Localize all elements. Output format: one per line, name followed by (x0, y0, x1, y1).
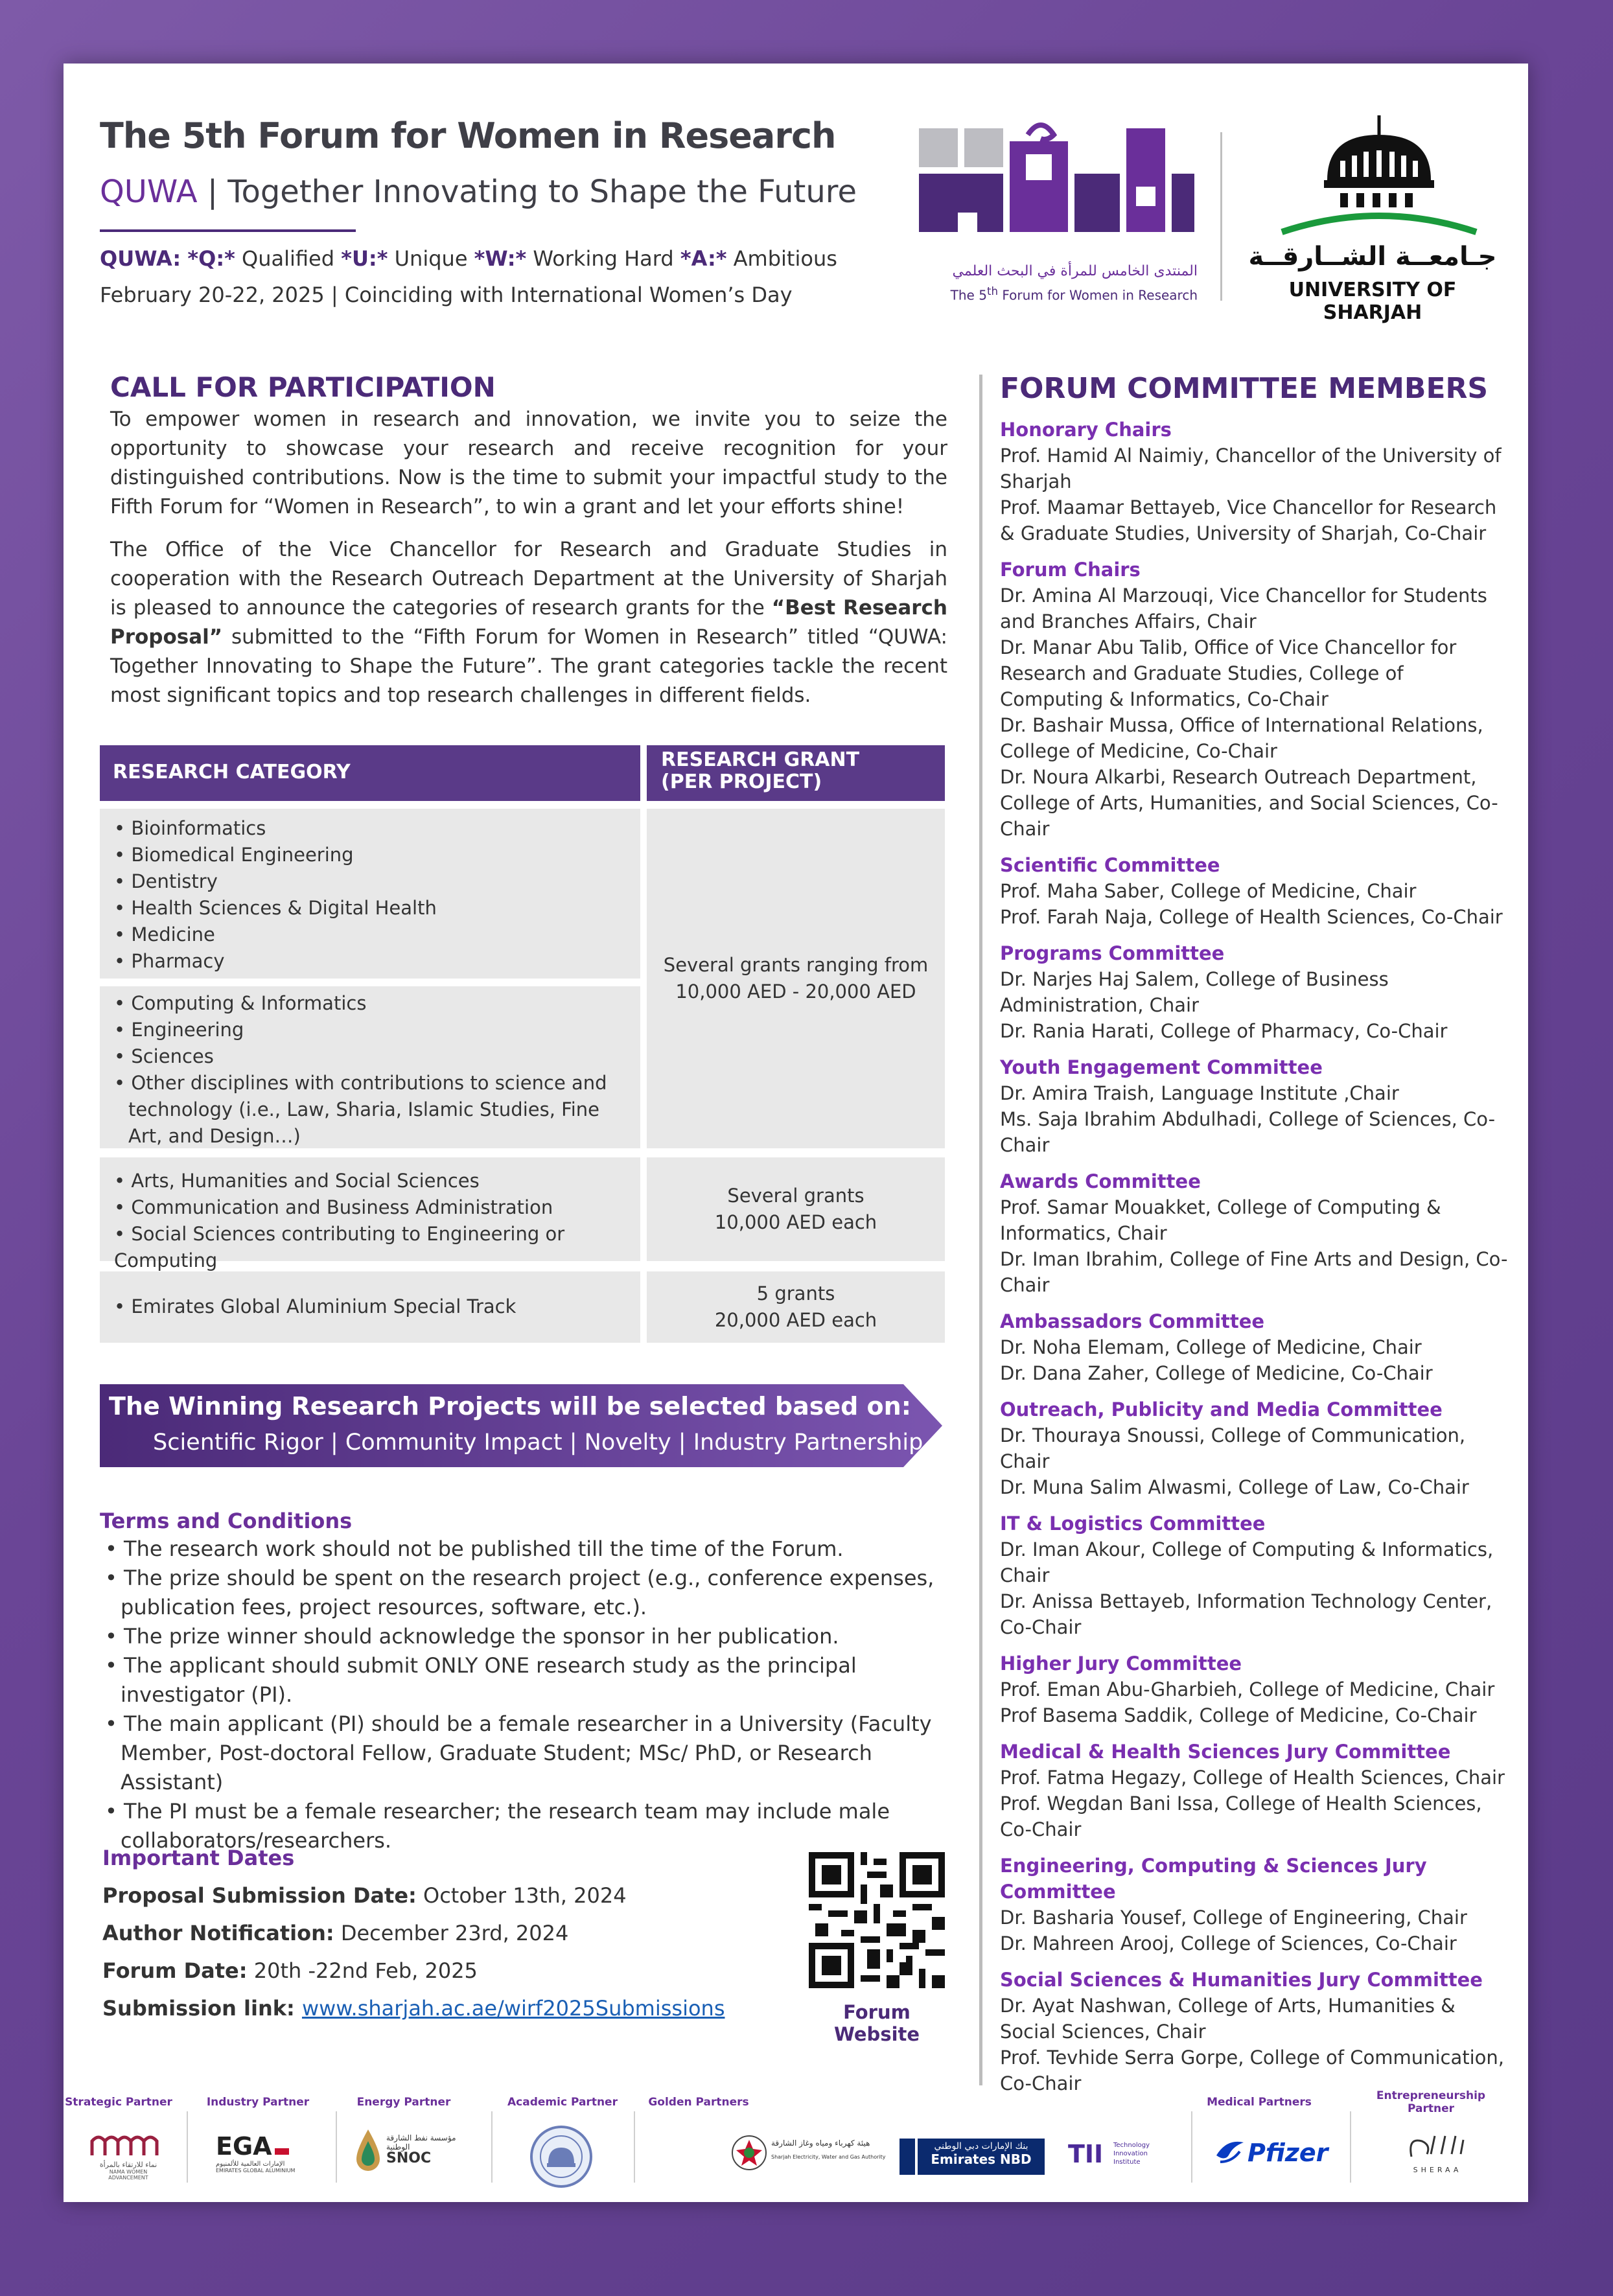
best-research-proposal: “Best Research Proposal” (110, 596, 947, 649)
list-item: • Health Sciences & Digital Health (114, 895, 437, 922)
university-of-sharjah-logo (1243, 109, 1502, 324)
submission-link[interactable]: www.sharjah.ac.ae/wirf2025Submissions (301, 1996, 725, 2021)
qr-code-icon[interactable] (809, 1852, 945, 1988)
nama-icon (89, 2132, 167, 2158)
snoc-arabic: مؤسسة نفط الشارقة الوطنية (386, 2133, 456, 2151)
column-divider (979, 375, 982, 2085)
enbd-arabic: بنك الإمارات دبي الوطني (934, 2141, 1028, 2151)
committee-group-title: Programs Committee (1000, 942, 1225, 964)
ega-arabic: الإمارات العالمية للألمنيوم (216, 2161, 285, 2168)
uos-english-name: UNIVERSITY OF SHARJAH (1288, 279, 1457, 324)
forum-logo-arabic: المنتدى الخامس للمرأة في البحث العلمي (952, 263, 1198, 279)
category-header-label: RESEARCH CATEGORY (113, 761, 351, 783)
title-underline (100, 229, 356, 232)
committee-group-title: Scientific Committee (1000, 854, 1220, 876)
partner-title-entrepreneurship (1360, 2089, 1502, 2115)
committee-group-title: Youth Engagement Committee (1000, 1056, 1323, 1078)
list-item: • Arts, Humanities and Social Sciences (114, 1168, 640, 1194)
partner-divider (1191, 2111, 1192, 2183)
tii-line: Institute (1113, 2159, 1141, 2166)
list-item: • The prize should be spent on the research project (e.g., conference expenses, publication fees, project resources, software, etc.). (100, 1564, 968, 1622)
grant-amount: 10,000 AED each (714, 1211, 877, 1233)
partner-title-strategic: Strategic Partner (65, 2096, 172, 2109)
committee-group-title: Medical & Health Sciences Jury Committee (1000, 1741, 1451, 1763)
committee-member: Dr. Muna Salim Alwasmi, College of Law, Co-Chair (1000, 1476, 1469, 1498)
list-item: • The PI must be a female researcher; the research team may include male collaborators/researchers. (100, 1797, 968, 1855)
partner-divider (491, 2111, 493, 2183)
forum-logo-english-sup: th (986, 285, 999, 297)
grant-header-label: RESEARCH GRANT (661, 748, 860, 771)
committee-member: Prof. Farah Naja, College of Health Sciences, Co-Chair (1000, 906, 1503, 928)
pfizer-swirl-icon (1214, 2136, 1246, 2168)
partner-title-industry: Industry Partner (206, 2096, 310, 2109)
committee-member: Ms. Saja Ibrahim Abdulhadi, College of Sciences, Co-Chair (1000, 1108, 1496, 1156)
subtitle-text: Together Innovating to Shape the Future (227, 174, 857, 210)
list-item: • The research work should not be published till the time of the Forum. (100, 1535, 968, 1564)
list-item: • Biomedical Engineering (114, 842, 437, 868)
poster (64, 64, 1528, 2202)
uos-arabic-name: جـامعــة الشــارقــة (1248, 242, 1497, 272)
list-item: • Computing & Informatics (114, 990, 626, 1017)
logo-divider (1220, 132, 1222, 301)
grant-header-sublabel: (PER PROJECT) (661, 771, 822, 793)
committee-group-title: Honorary Chairs (1000, 419, 1172, 441)
list-item: • Sciences (114, 1043, 626, 1070)
snoc-text: SNOC (386, 2150, 432, 2166)
quwa-label: QUWA (100, 174, 198, 210)
grant-value: Several grants (727, 1185, 865, 1207)
call-paragraph-2-text: submitted to the “Fifth Forum for Women in Research” titled “QUWA: Together Innovating to Shape the Future”. The grant categories tackle the recent most significant topics and top research challenges in different fields. (110, 625, 947, 707)
committee-member: Prof. Eman Abu-Gharbieh, College of Medicine, Chair (1000, 1678, 1495, 1700)
qr-label: Forum Website (833, 2001, 920, 2045)
partner-title-line: Entrepreneurship (1376, 2089, 1486, 2102)
committee-member: Dr. Dana Zaher, College of Medicine, Co-Chair (1000, 1362, 1433, 1384)
category-group-2 (100, 986, 640, 1148)
quwa-acronym (100, 246, 837, 271)
call-heading: CALL FOR PARTICIPATION (110, 371, 496, 403)
committee-member: Dr. Thouraya Snoussi, College of Communication, Chair (1000, 1424, 1466, 1472)
committee-member: Prof. Tevhide Serra Gorpe, College of Communication, Co-Chair (1000, 2047, 1505, 2094)
grant-cell-1 (647, 809, 945, 1148)
acronym-key: *W:* (474, 246, 527, 271)
committee-member: Dr. Bashair Mussa, Office of International Relations, College of Medicine, Co-Chair (1000, 714, 1483, 762)
nama-logo (89, 2132, 167, 2181)
partner-divider (187, 2111, 188, 2183)
committee-member: Prof. Samar Mouakket, College of Computing & Informatics, Chair (1000, 1196, 1441, 1244)
dome-icon (1243, 109, 1502, 238)
tii-text: TII (1068, 2140, 1104, 2168)
list-item: • Engineering (114, 1017, 626, 1043)
table-header-grant (647, 745, 945, 801)
committee-member: Dr. Amira Traish, Language Institute ,Chair (1000, 1082, 1399, 1104)
committee-group-title: IT & Logistics Committee (1000, 1513, 1266, 1535)
pfizer-text: Pfizer (1247, 2139, 1329, 2167)
tii-line: Technology (1113, 2142, 1150, 2149)
committee-member: Prof. Wegdan Bani Issa, College of Health Sciences, Co-Chair (1000, 1792, 1482, 1840)
table-header-category (100, 745, 640, 801)
acronym-prefix: QUWA: (100, 246, 181, 271)
grant-cell-3 (647, 1157, 945, 1261)
committee-group-title: Ambassadors Committee (1000, 1310, 1265, 1332)
call-paragraph-2 (110, 535, 947, 710)
committee-member: Dr. Noha Elemam, College of Medicine, Chair (1000, 1336, 1422, 1358)
ega-flag-icon (275, 2148, 289, 2155)
date-label: Proposal Submission Date: (102, 1883, 417, 1908)
grant-amount: 20,000 AED each (714, 1309, 877, 1331)
forum-logo-english-pre: The 5 (950, 287, 987, 303)
grant-value: 5 grants (756, 1282, 835, 1305)
committee-group-title: Social Sciences & Humanities Jury Committee (1000, 1969, 1483, 1991)
list-item: • Pharmacy (114, 948, 437, 975)
partner-title-golden: Golden Partners (648, 2096, 749, 2109)
list-item: • Dentistry (114, 868, 437, 895)
event-date: February 20-22, 2025 | Coinciding with International Women’s Day (100, 283, 793, 307)
tii-subtitle (1113, 2141, 1150, 2166)
forum-logo-english-post: Forum for Women in Research (998, 287, 1198, 303)
committee-group-title: Forum Chairs (1000, 559, 1141, 581)
partner-divider (634, 2111, 635, 2183)
committee-member: Dr. Anissa Bettayeb, Information Technology Center, Co-Chair (1000, 1590, 1492, 1638)
list-item: • Communication and Business Administration (114, 1194, 640, 1221)
committee-member: Dr. Ayat Nashwan, College of Arts, Humanities & Social Sciences, Chair (1000, 1995, 1456, 2043)
oil-drop-icon (355, 2128, 381, 2174)
committee-group-title: Outreach, Publicity and Media Committee (1000, 1398, 1443, 1421)
committee-member: Dr. Manar Abu Talib, Office of Vice Chancellor for Research and Graduate Studies, College of Computing & Informatics, Co-Chair (1000, 636, 1457, 710)
partner-title-medical: Medical Partners (1207, 2096, 1312, 2109)
forum-logo-english (919, 285, 1198, 303)
committee-list (1000, 417, 1512, 2096)
university-seal-icon (529, 2124, 594, 2189)
acronym-key: *A:* (680, 246, 727, 271)
banner-criteria: Scientific Rigor | Community Impact | Novelty | Industry Partnership (153, 1430, 923, 1455)
committee-group-title: Higher Jury Committee (1000, 1652, 1242, 1675)
committee-member: Dr. Rania Harati, College of Pharmacy, Co-Chair (1000, 1020, 1448, 1042)
committee-heading: FORUM COMMITTEE MEMBERS (1000, 372, 1489, 405)
date-value: December 23rd, 2024 (334, 1921, 569, 1945)
terms-list (100, 1535, 968, 1855)
committee-member: Dr. Basharia Yousef, College of Engineering, Chair (1000, 1907, 1467, 1929)
committee-member: Dr. Amina Al Marzouqi, Vice Chancellor for Students and Branches Affairs, Chair (1000, 585, 1487, 632)
quwa-arabic-logo-icon (919, 115, 1198, 258)
partner-divider (1350, 2111, 1351, 2183)
acronym-value: Qualified (242, 246, 335, 271)
selection-criteria-banner (100, 1384, 942, 1467)
enbd-box (918, 2139, 1045, 2175)
list-item: • Other disciplines with contributions to science and technology (i.e., Law, Sharia, Islamic Studies, Fine Art, and Design…) (114, 1070, 626, 1150)
date-value: October 13th, 2024 (416, 1883, 627, 1908)
ega-logo (216, 2132, 307, 2174)
list-item: • Emirates Global Aluminium Special Track (114, 1293, 516, 1320)
terms-heading: Terms and Conditions (100, 1509, 353, 1533)
submission-row (102, 1996, 725, 2021)
partner-title-academic: Academic Partner (507, 2096, 618, 2109)
category-group-4 (100, 1271, 640, 1343)
list-item: • Bioinformatics (114, 815, 437, 842)
tii-line: Innovation (1113, 2150, 1148, 2157)
committee-member: Dr. Iman Ibrahim, College of Fine Arts and Design, Co-Chair (1000, 1248, 1508, 1296)
ega-text (216, 2132, 307, 2161)
emirates-nbd-logo (899, 2136, 1049, 2177)
committee-member: Dr. Mahreen Arooj, College of Sciences, Co-Chair (1000, 1932, 1457, 1954)
date-label: Author Notification: (102, 1921, 334, 1945)
category-group-3 (100, 1157, 640, 1271)
sheraa-logo (1405, 2131, 1470, 2174)
ega-wordmark: EGA (216, 2132, 272, 2161)
partner-title-energy: Energy Partner (356, 2096, 451, 2109)
dates-heading: Important Dates (102, 1846, 295, 1870)
acronym-value: Working Hard (533, 246, 674, 271)
acronym-key: *Q:* (187, 246, 235, 271)
committee-member: Prof. Maha Saber, College of Medicine, Chair (1000, 880, 1417, 902)
acronym-value: Unique (394, 246, 468, 271)
date-row (102, 1921, 568, 1945)
date-label: Forum Date: (102, 1958, 248, 1983)
subtitle (100, 174, 857, 210)
category-group-1 (100, 809, 640, 979)
committee-member: Dr. Narjes Haj Salem, College of Business Administration, Chair (1000, 968, 1389, 1016)
committee-member: Prof. Maamar Bettayeb, Vice Chancellor for Research & Graduate Studies, University of Sharjah, Co-Chair (1000, 496, 1497, 544)
nama-arabic: نماء للارتقاء بالمرأة (99, 2161, 157, 2169)
enbd-text: Emirates NBD (931, 2151, 1032, 2167)
date-row (102, 1958, 478, 1983)
grant-cell-4 (647, 1271, 945, 1343)
sheraa-text: SHERAA (1413, 2166, 1462, 2174)
banner-title: The Winning Research Projects will be selected based on: (109, 1392, 911, 1421)
sewa-emblem-icon (731, 2135, 767, 2171)
list-item: • The prize winner should acknowledge the sponsor in her publication. (100, 1622, 968, 1651)
date-row (102, 1883, 627, 1908)
grant-amount: 10,000 AED - 20,000 AED (675, 980, 916, 1003)
partner-title-line: Partner (1407, 2102, 1454, 2115)
enbd-mark-icon (899, 2139, 915, 2175)
acronym-value: Ambitious (733, 246, 837, 271)
committee-member: Prof. Fatma Hegazy, College of Health Sciences, Chair (1000, 1767, 1505, 1789)
date-value: 20th -22nd Feb, 2025 (247, 1958, 478, 1983)
sewa-arabic: هيئة كهرباء ومياه وغاز الشارقة (771, 2139, 870, 2148)
list-item: • Medicine (114, 922, 437, 948)
committee-group-title: Engineering, Computing & Sciences Jury Committee (1000, 1855, 1427, 1903)
list-item: • The applicant should submit ONLY ONE research study as the principal investigator (PI). (100, 1651, 968, 1710)
acronym-key: *U:* (341, 246, 388, 271)
forum-logo (919, 115, 1198, 310)
sewa-english: Sharjah Electricity, Water and Gas Authority (771, 2154, 886, 2160)
ega-english: EMIRATES GLOBAL ALUMINIUM (216, 2168, 296, 2174)
list-item: • The main applicant (PI) should be a female researcher in a University (Faculty Member, Post-doctoral Fellow, Graduate Student; MSc/ PhD, or Research Assistant) (100, 1710, 968, 1797)
committee-member: Prof Basema Saddik, College of Medicine, Co-Chair (1000, 1704, 1477, 1726)
committee-member: Dr. Noura Alkarbi, Research Outreach Department, College of Arts, Humanities, and Social Sciences, Co-Chair (1000, 766, 1498, 840)
committee-group-title: Awards Committee (1000, 1170, 1201, 1192)
subtitle-separator: | (197, 174, 228, 210)
partner-divider (336, 2111, 337, 2183)
uos-seal-logo (529, 2124, 594, 2192)
call-paragraph-2-text: The Office of the Vice Chancellor for Research and Graduate Studies in cooperation with the Research Outreach Department at the University of Sharjah is pleased to announce the categories of research grants for the (110, 538, 947, 620)
committee-member: Dr. Iman Akour, College of Computing & Informatics, Chair (1000, 1538, 1494, 1586)
sheraa-mark-icon (1405, 2131, 1470, 2163)
grant-value: Several grants ranging from (663, 954, 929, 976)
nama-english: NAMA WOMEN ADVANCEMENT (108, 2169, 148, 2181)
list-item: • Social Sciences contributing to Engineering or Computing (114, 1221, 640, 1274)
submission-link-label: Submission link: (102, 1996, 302, 2021)
call-paragraph-1: To empower women in research and innovation, we invite you to seize the opportunity to showcase your research and receive recognition for your distinguished contributions. Now is the time to submit your impactful study to the Fifth Forum for “Women in Research”, to win a grant and let your efforts shine! (110, 408, 947, 518)
committee-member: Prof. Hamid Al Naimiy, Chancellor of the University of Sharjah (1000, 445, 1502, 493)
page-title: The 5th Forum for Women in Research (100, 115, 836, 156)
